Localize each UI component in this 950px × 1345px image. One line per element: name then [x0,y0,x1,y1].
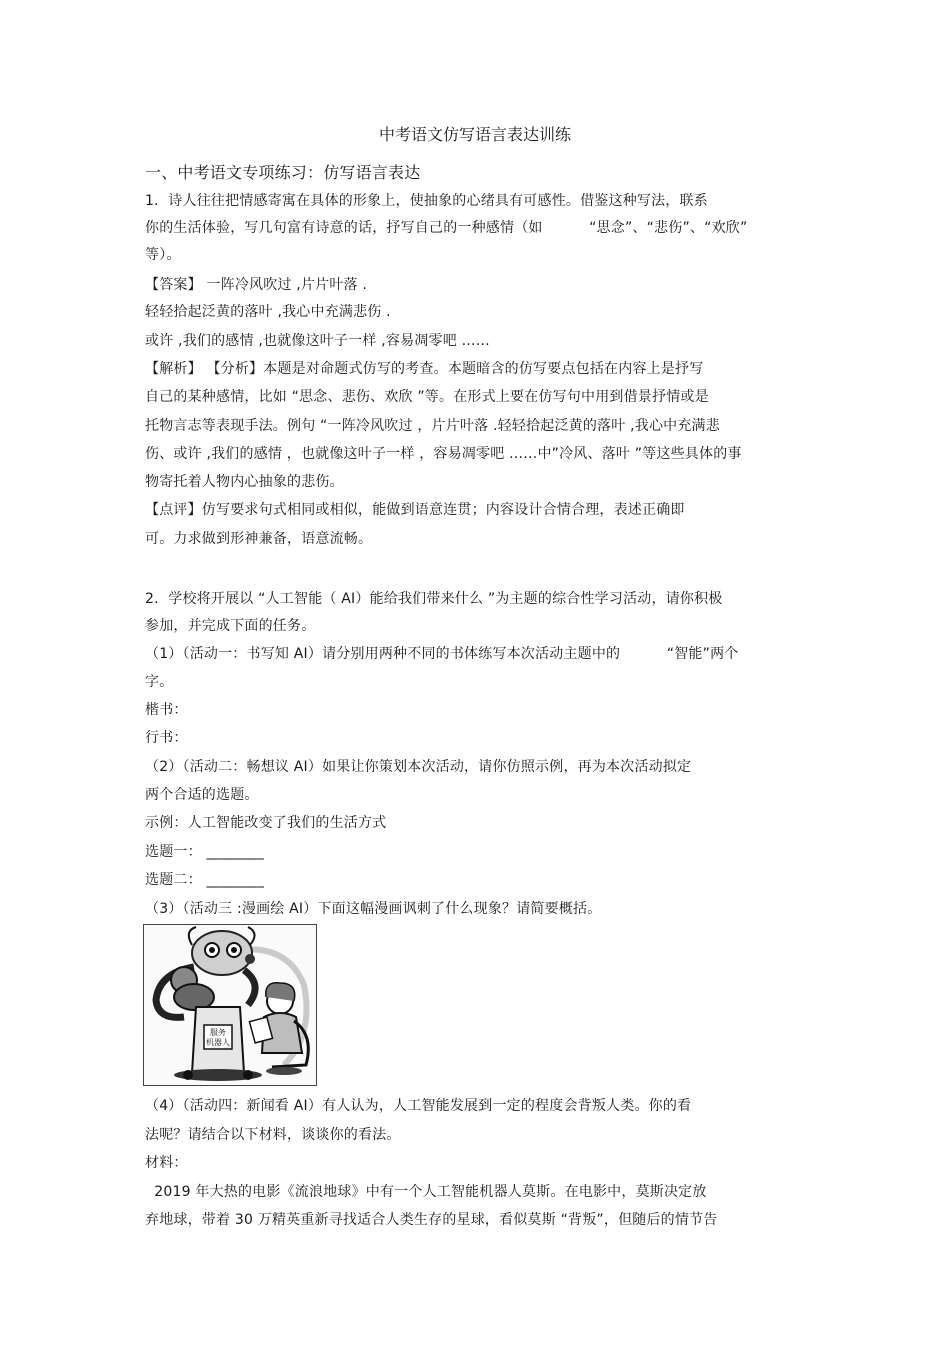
section-heading: 一、中考语文专项练习：仿写语言表达 [145,163,421,182]
task-line: （4）（活动四：新闻看 AI）有人认为，人工智能发展到一定的程度会背叛人类。你的看 [145,1098,692,1114]
task-line: （3）（活动三 :漫画绘 AI）下面这幅漫画讽刺了什么现象？请简要概括。 [145,901,602,917]
analysis-line: 伤、或许 ,我们的感情 ，也就像这叶子一样 ，容易凋零吧 ……中”冷风、落叶 ”等这些具体的事 [145,446,742,462]
answer-line: 或许 ,我们的感情 ,也就像这叶子一样 ,容易凋零吧 …… [145,333,490,349]
question-line: 参加，并完成下面的任务。 [145,618,316,634]
task-line: 楷书： [145,702,188,718]
robot-sign-text: 服务 [210,1028,226,1037]
analysis-line: 托物言志等表现手法。例句 “一阵冷风吹过 ，片片叶落 .轻轻拾起泛黄的落叶 ,我心中充满悲 [145,418,720,434]
comment-line: 【点评】仿写要求句式相同或相似，能做到语意连贯；内容设计合情合理，表述正确即 [145,502,685,518]
material-line: 2019 年大热的电影《流浪地球》中有一个人工智能机器人莫斯。在电影中，莫斯决定放 [145,1184,707,1200]
text-line: 1．诗人往往把情感寄寓在具体的形象上，使抽象的心绪具有可感性。借鉴这种写法，联系 [145,193,708,209]
answer-line: 轻轻拾起泛黄的落叶 ,我心中充满悲伤 . [145,304,391,320]
task-line: 两个合适的选题。 [145,787,259,803]
answer-line: 【答案】 一阵冷风吹过 ,片片叶落 . [145,277,368,293]
task-line: 选题二： ________ [145,872,265,888]
comment-line: 可。力求做到形神兼备，语意流畅。 [145,531,373,547]
text-line: 你的生活体验，写几句富有诗意的话，抒写自己的一种感情（如 “思念”、“悲伤”、“欢欣” [145,220,748,236]
robot-cartoon-illustration [144,925,316,1085]
task-line: 行书： [145,730,188,746]
task-line: 示例：人工智能改变了我们的生活方式 [145,815,387,831]
analysis-line: 物寄托着人物内心抽象的悲伤。 [145,474,344,490]
text-line: 等）。 [145,247,181,263]
question-line: 2．学校将开展以 “人工智能（ AI）能给我们带来什么 ”为主题的综合性学习活动，请你积极 [145,591,723,607]
task-line: 法呢？请结合以下材料，谈谈你的看法。 [145,1127,401,1143]
task-line: （1）（活动一：书写知 AI）请分别用两种不同的书体练写本次活动主题中的 “智能”两个 [145,646,739,662]
analysis-line: 自己的某种感情，比如 “思念、悲伤、欢欣 ”等。在形式上要在仿写句中用到借景抒情或是 [145,389,709,405]
task-line: 字。 [145,674,174,690]
cartoon-image [143,924,317,1086]
task-line: 选题一： ________ [145,844,265,860]
material-line: 弃地球，带着 30 万精英重新寻找适合人类生存的星球，看似莫斯 “背叛”，但随后的情节告 [145,1212,718,1228]
task-line: （2）（活动二：畅想议 AI）如果让你策划本次活动，请你仿照示例，再为本次活动拟定 [145,759,692,775]
robot-sign-text: 机器人 [206,1038,230,1047]
page-title: 中考语文仿写语言表达训练 [378,125,571,144]
material-label: 材料： [145,1155,188,1171]
analysis-line: 【解析】 【分析】本题是对命题式仿写的考查。本题暗含的仿写要点包括在内容上是抒写 [145,361,704,377]
